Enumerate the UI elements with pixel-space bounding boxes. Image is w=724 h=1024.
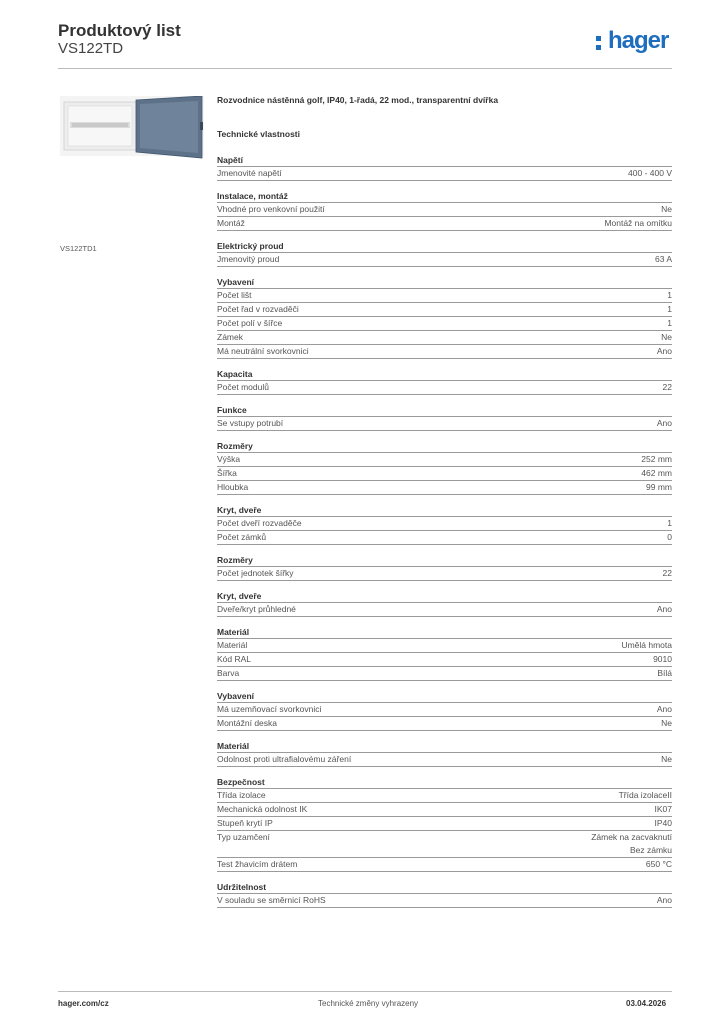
spec-value: Ano <box>656 418 672 428</box>
spec-label: V souladu se směrnicí RoHS <box>217 895 326 905</box>
spec-label: Počet dveří rozvaděče <box>217 518 302 528</box>
spec-row <box>217 666 672 681</box>
section-title: Materiál <box>217 741 250 751</box>
spec-label: Vhodné pro venkovní použití <box>217 204 325 214</box>
spec-label: Montáž <box>217 218 245 228</box>
spec-section <box>217 276 672 359</box>
spec-row <box>217 452 672 466</box>
spec-row <box>217 330 672 344</box>
spec-label: Se vstupy potrubí <box>217 418 284 428</box>
spec-value: 462 mm <box>641 468 672 478</box>
spec-value: 1 <box>667 304 672 314</box>
spec-label: Test žhavicím drátem <box>217 859 298 869</box>
spec-section <box>217 590 672 617</box>
spec-section <box>217 881 672 908</box>
spec-label: Třída izolace <box>217 790 266 800</box>
section-title: Rozměry <box>217 555 253 565</box>
spec-section <box>217 368 672 395</box>
spec-value-line: Bez zámku <box>629 845 672 855</box>
spec-section <box>217 690 672 731</box>
spec-label: Počet polí v šířce <box>217 318 283 328</box>
spec-value: 252 mm <box>641 454 672 464</box>
spec-value <box>591 831 672 857</box>
spec-row <box>217 202 672 216</box>
spec-label: Materiál <box>217 640 248 650</box>
spec-value: Ano <box>656 604 672 614</box>
spec-label: Jmenovité napětí <box>217 168 282 178</box>
spec-row <box>217 788 672 802</box>
page-title: Produktový list <box>58 21 181 40</box>
spec-row <box>217 302 672 316</box>
spec-section <box>217 740 672 767</box>
spec-label: Barva <box>217 668 240 678</box>
section-title: Kapacita <box>217 369 253 379</box>
spec-value: Ne <box>661 754 672 764</box>
spec-row <box>217 216 672 231</box>
spec-label: Jmenovitý proud <box>217 254 280 264</box>
spec-sections <box>217 154 672 908</box>
section-title: Elektrický proud <box>217 241 284 251</box>
spec-section <box>217 240 672 267</box>
logo-text: hager <box>608 27 669 54</box>
spec-label: Zámek <box>217 332 243 342</box>
spec-value: Ano <box>656 346 672 356</box>
spec-row <box>217 893 672 908</box>
spec-label: Počet lišt <box>217 290 252 300</box>
technical-properties-title: Technické vlastnosti <box>217 129 300 139</box>
product-description: Rozvodnice nástěnná golf, IP40, 1-řadá, 22 mod., transparentní dvířka <box>217 95 499 105</box>
spec-label: Typ uzamčení <box>217 832 270 842</box>
spec-value: Bílá <box>657 668 672 678</box>
section-title: Vybavení <box>217 691 255 701</box>
header-divider <box>58 68 672 69</box>
section-title: Kryt, dveře <box>217 505 262 515</box>
spec-value: 1 <box>667 518 672 528</box>
spec-row <box>217 316 672 330</box>
spec-label: Počet řad v rozvaděči <box>217 304 299 314</box>
spec-label: Stupeň krytí IP <box>217 818 273 828</box>
section-title: Bezpečnost <box>217 777 265 787</box>
product-code: VS122TD <box>58 40 124 57</box>
spec-row <box>217 802 672 816</box>
spec-value: 22 <box>662 382 672 392</box>
section-title: Instalace, montáž <box>217 191 288 201</box>
spec-value: 99 mm <box>646 482 672 492</box>
spec-label: Počet zámků <box>217 532 267 542</box>
spec-row <box>217 566 672 581</box>
spec-row <box>217 857 672 872</box>
section-title: Udržitelnost <box>217 882 267 892</box>
section-title: Funkce <box>217 405 247 415</box>
spec-row <box>217 416 672 431</box>
spec-value: Montáž na omítku <box>604 218 672 228</box>
spec-value: IK07 <box>654 804 672 814</box>
spec-value: 22 <box>662 568 672 578</box>
spec-label: Mechanická odolnost IK <box>217 804 308 814</box>
spec-label: Odolnost proti ultrafialovému záření <box>217 754 352 764</box>
spec-value: 0 <box>667 532 672 542</box>
spec-row <box>217 466 672 480</box>
spec-label: Má uzemňovací svorkovnici <box>217 704 322 714</box>
spec-value: Třída izolaceII <box>618 790 672 800</box>
spec-value: 400 - 400 V <box>628 168 672 178</box>
spec-row <box>217 166 672 181</box>
spec-section <box>217 626 672 681</box>
spec-value: 1 <box>667 318 672 328</box>
logo-dots-icon <box>596 36 602 52</box>
spec-value: IP40 <box>654 818 672 828</box>
spec-row <box>217 752 672 767</box>
spec-label: Má neutrální svorkovnici <box>217 346 309 356</box>
spec-value-line: Zámek na zacvaknutí <box>591 832 672 842</box>
spec-value: Ne <box>661 204 672 214</box>
spec-section <box>217 554 672 581</box>
spec-row <box>217 344 672 359</box>
spec-label: Výška <box>217 454 241 464</box>
spec-value: 650 °C <box>645 859 672 869</box>
image-caption: VS122TD1 <box>60 244 97 253</box>
footer-divider <box>58 991 672 992</box>
spec-row <box>217 652 672 666</box>
section-title: Materiál <box>217 627 250 637</box>
spec-row <box>217 716 672 731</box>
spec-row <box>217 288 672 302</box>
product-image <box>60 96 204 236</box>
footer-disclaimer: Technické změny vyhrazeny <box>318 999 419 1008</box>
spec-value: 63 A <box>654 254 672 264</box>
spec-section <box>217 440 672 495</box>
spec-label: Hloubka <box>217 482 249 492</box>
spec-value: Ano <box>656 704 672 714</box>
footer-date: 03.04.2026 <box>626 999 667 1008</box>
spec-label: Dveře/kryt průhledné <box>217 604 296 614</box>
spec-label: Kód RAL <box>217 654 252 664</box>
spec-label: Montážní deska <box>217 718 278 728</box>
spec-row <box>217 530 672 545</box>
section-title: Rozměry <box>217 441 253 451</box>
spec-row <box>217 516 672 530</box>
footer-website: hager.com/cz <box>58 999 109 1008</box>
spec-section <box>217 190 672 231</box>
spec-row <box>217 252 672 267</box>
spec-section <box>217 154 672 181</box>
spec-section <box>217 404 672 431</box>
spec-row <box>217 830 672 857</box>
spec-row <box>217 638 672 652</box>
spec-value: 9010 <box>653 654 672 664</box>
spec-section <box>217 504 672 545</box>
spec-value: 1 <box>667 290 672 300</box>
spec-label: Šířka <box>217 468 237 478</box>
spec-value: Ne <box>661 332 672 342</box>
spec-value: Ano <box>656 895 672 905</box>
spec-row <box>217 816 672 830</box>
spec-value: Ne <box>661 718 672 728</box>
spec-section <box>217 776 672 872</box>
section-title: Kryt, dveře <box>217 591 262 601</box>
section-title: Napětí <box>217 155 243 165</box>
spec-label: Počet jednotek šířky <box>217 568 294 578</box>
spec-row <box>217 702 672 716</box>
spec-value: Umělá hmota <box>621 640 672 650</box>
spec-row <box>217 602 672 617</box>
spec-row <box>217 480 672 495</box>
section-title: Vybavení <box>217 277 255 287</box>
product-details <box>217 95 672 917</box>
spec-label: Počet modulů <box>217 382 269 392</box>
spec-row <box>217 380 672 395</box>
